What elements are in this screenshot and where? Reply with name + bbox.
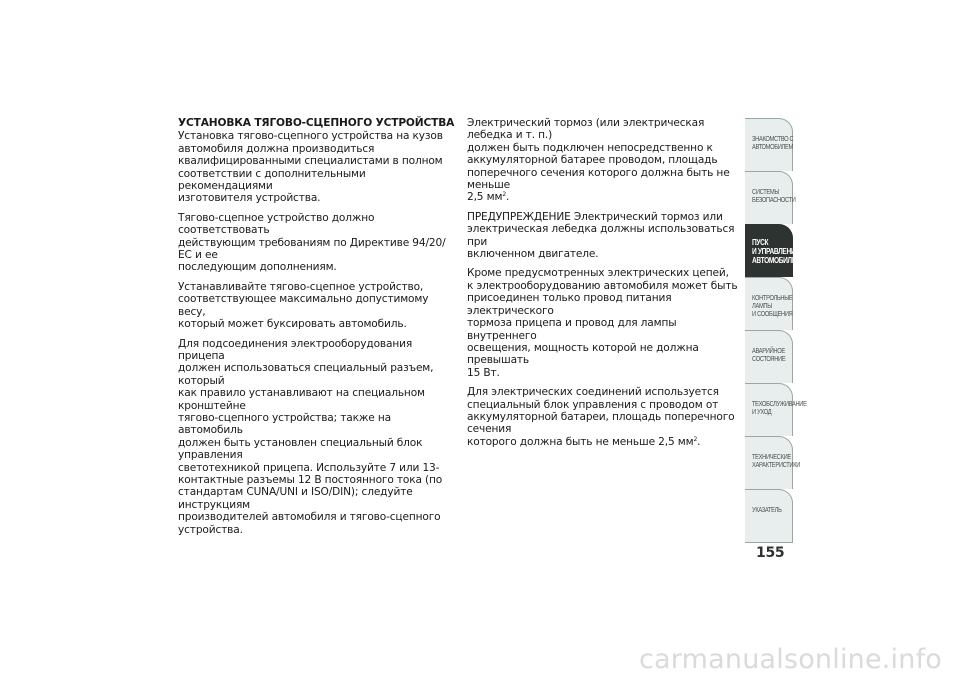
right-column xyxy=(467,117,742,455)
page-number: 155 xyxy=(756,545,785,561)
paragraph-connector: Для подсоединения электрооборудования прицепа должен использоваться специальный разъем, который как правило устанавливают на специальном кронштейне тягово-сцепного устройства; также на автомобиль должен быть установлен специальный блок управления светотехникой прицепа. Используйте 7 или 13- контактные разъемы 12 В постоянного тока (по стандартам CUNA/UNI и ISO/DIN); следуйте инструкциям производителей автомобиля и тягово-сцепного устройства. xyxy=(178,337,443,536)
paragraph-circuits: Кроме предусмотренных электрических цепей, к электрооборудованию автомобиля может быть присоединен только провод питания электрического тормоза прицепа и провод для лампы внутреннего освещения, мощность которой не должна превышать 15 Вт. xyxy=(467,267,738,379)
paragraph-warning: ПРЕДУПРЕЖДЕНИЕ Электрический тормоз или электрическая лебедка должны использоваться при включенном двигателе. xyxy=(467,210,735,261)
control-unit-text: Для электрических соединений используется специальный блок управления с проводом от аккумуляторной батареи, площадь поперечного сечения которого должна быть не меньше 2,5 мм xyxy=(467,386,735,448)
superscript: 2 xyxy=(693,435,698,443)
tab-safety[interactable]: СИСТЕМЫ БЕЗОПАСНОСТИ xyxy=(745,171,793,224)
tab-warning-lights[interactable]: КОНТРОЛЬНЫЕ ЛАМПЫ И СООБЩЕНИЯ xyxy=(745,277,793,330)
tab-emergency[interactable]: АВАРИЙНОЕ СОСТОЯНИЕ xyxy=(745,330,793,383)
tab-vehicle-intro[interactable]: ЗНАКОМСТВО С АВТОМОБИЛЕМ xyxy=(745,118,793,171)
chapter-tabs xyxy=(745,118,807,543)
tab-maintenance[interactable]: ТЕХОБСЛУЖИВАНИЕ И УХОД xyxy=(745,383,793,436)
paragraph-installation: Установка тягово-сцепного устройства на кузов автомобиля должна производиться квалифицированными специалистами в полном соответствии с дополнительными рекомендациями изготовителя устройства. xyxy=(178,130,443,205)
watermark: carmanualsonline.info xyxy=(639,644,942,675)
tab-index[interactable]: УКАЗАТЕЛЬ xyxy=(745,489,793,543)
tab-starting-driving[interactable]: ПУСК И УПРАВЛЕНИЕ АВТОМОБИЛЕМ xyxy=(745,224,793,277)
electric-brake-text: Электрический тормоз (или электрическая лебедка и т. п.) должен быть подключен непосредственно к аккумуляторной батарее проводом, площадь поперечного сечения которого должна быть не меньше 2,5 мм xyxy=(467,117,730,204)
left-column xyxy=(178,117,455,543)
paragraph-electric-brake xyxy=(467,117,742,204)
paragraph-control-unit xyxy=(467,386,742,448)
superscript: 2 xyxy=(502,191,506,199)
section-heading: УСТАНОВКА ТЯГОВО-СЦЕПНОГО УСТРОЙСТВА xyxy=(178,117,455,129)
paragraph-directive: Тягово-сцепное устройство должно соответствовать действующим требованиям по Директиве 94/20/ЕС и ее последующим дополнениям. xyxy=(178,211,446,274)
tab-technical-specs[interactable]: ТЕХНИЧЕСКИЕ ХАРАКТЕРИСТИКИ xyxy=(745,436,793,489)
period: . xyxy=(505,191,510,204)
paragraph-max-weight: Устанавливайте тягово-сцепное устройство, соответствующее максимально допустимому весу, который может буксировать автомобиль. xyxy=(178,280,429,331)
period: . xyxy=(697,435,701,448)
